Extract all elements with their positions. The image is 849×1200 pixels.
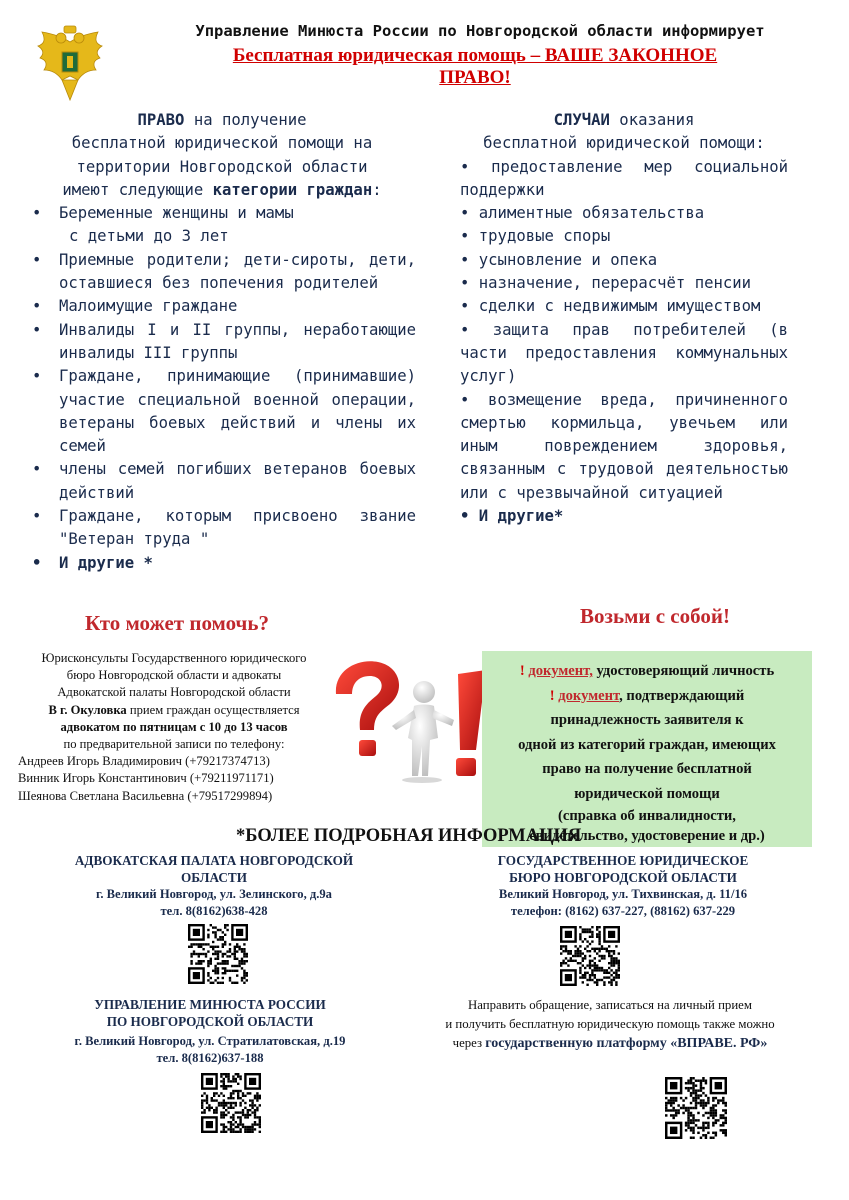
ministry-emblem-icon (34, 24, 106, 104)
list-item: • трудовые споры (460, 227, 611, 246)
org-phone: тел. 8(8162)637-188 (156, 1051, 264, 1065)
list-item-text: с детьми до 3 лет (69, 227, 229, 246)
header-subtitle (215, 45, 735, 89)
contact-item: Шеянова Светлана Васильевна (+79517299894) (18, 788, 273, 803)
rights-intro-categories: категории граждан (212, 180, 373, 199)
who-city-text: прием граждан осуществляется (126, 702, 300, 717)
who-line: Адвокатской палаты Новгородской области (57, 685, 291, 700)
categories-list (28, 202, 416, 575)
who-line: Юрисконсульты Государственного юридического (41, 651, 307, 665)
rights-intro-line3: территории Новгородской области (76, 157, 368, 176)
cases-intro-line2: бесплатной юридической помощи: (483, 134, 765, 153)
cases-intro (460, 109, 788, 156)
who-can-help-title: Кто может помочь? (85, 611, 269, 635)
question-exclamation-graphic (330, 656, 490, 786)
document-line: одной из категорий граждан, имеющих (518, 736, 776, 753)
document-word: документ (558, 687, 620, 704)
cases-intro-text: оказания (609, 111, 695, 129)
qr-code-icon[interactable] (188, 924, 248, 984)
list-item: • Граждане, которым присвоено звание "Ветеран труда " (28, 505, 416, 552)
header-title: Управление Минюста России по Новгородской области информирует (195, 22, 765, 40)
qr-code-icon[interactable] (665, 1075, 727, 1141)
list-item: • назначение, перерасчёт пенсии (460, 274, 752, 293)
who-phone-note: по предварительной записи по телефону: (63, 737, 285, 752)
list-item: • алиментные обязательства (460, 204, 705, 223)
list-item (28, 552, 416, 575)
note-line: через (452, 1036, 486, 1050)
list-item: • члены семей погибших ветеранов боевых действий (28, 458, 416, 505)
list-item: • Приемные родители; дети-сироты, дети, оставшиеся без попечения родителей (28, 249, 416, 296)
list-item: • предоставление мер социальной поддержки (460, 157, 788, 199)
rights-intro-line2: бесплатной юридической помощи на (71, 134, 373, 153)
document-line: свидетельство, удостоверение и др.) (529, 828, 765, 844)
cases-column (460, 109, 788, 528)
rights-column (28, 109, 416, 575)
org-legal-bureau (458, 852, 788, 920)
list-item: • Малоимущие граждане (28, 295, 416, 318)
org-name: ГОСУДАРСТВЕННОЕ ЮРИДИЧЕСКОЕ (497, 853, 749, 868)
list-item: • усыновление и опека (460, 250, 658, 269)
who-can-help-text (18, 650, 330, 805)
org-name: ПО НОВГОРОДСКОЙ ОБЛАСТИ (106, 1014, 314, 1029)
who-line: бюро Новгородской области и адвокаты (66, 668, 282, 683)
document-item (488, 659, 806, 684)
document-line: юридической помощи (574, 785, 720, 802)
documents-box (482, 651, 812, 847)
header-subtitle-line2: ПРАВО! (439, 67, 511, 88)
org-address: г. Великий Новгород, ул. Стратилатовская, д.19 (74, 1034, 346, 1048)
header-subtitle-line1: Бесплатная юридическая помощь – ВАШЕ ЗАКОННОЕ (232, 45, 718, 66)
exclamation-mark: ! (549, 687, 555, 704)
org-name: ОБЛАСТИ (181, 870, 247, 885)
document-line: принадлежность заявителя к (550, 712, 744, 728)
note-line: и получить бесплатную юридическую помощь также можно (445, 1017, 775, 1031)
org-bar-association (44, 852, 384, 920)
note-line: Направить обращение, записаться на личный прием (468, 998, 752, 1012)
rights-intro-bold: ПРАВО (137, 111, 185, 129)
document-line: право на получение бесплатной (542, 761, 752, 777)
document-line: (справка об инвалидности, (558, 808, 736, 824)
contact-item: Винник Игорь Константинович (+79211971171) (18, 771, 274, 786)
qr-code-icon[interactable] (560, 926, 620, 986)
who-city: В г. Окуловка (48, 702, 127, 717)
qr-code-icon[interactable] (201, 1073, 261, 1133)
list-item-text: И другие * (59, 553, 153, 572)
org-address: г. Великий Новгород, ул. Зелинского, д.9а (96, 887, 332, 901)
org-phone: телефон: (8162) 637-227, (88162) 637-229 (510, 904, 736, 918)
rights-intro-text: на получение (184, 111, 307, 129)
document-item (488, 684, 806, 709)
list-item: • возмещение вреда, причиненного смертью кормильца, увечьем или иным повреждением здоровья, связанным с трудовой деятельностью или с чрезвычайной ситуацией (460, 390, 788, 502)
list-item: • сделки с недвижимым имуществом (460, 297, 761, 316)
take-with-you-title: Возьми с собой! (580, 604, 730, 628)
list-item: • И другие* (460, 507, 564, 526)
org-name: БЮРО НОВГОРОДСКОЙ ОБЛАСТИ (509, 870, 737, 885)
contact-item: Андреев Игорь Владимирович (+79217374713) (18, 754, 270, 769)
more-info-heading: *БОЛЕЕ ПОДРОБНАЯ ИНФОРМАЦИЯ (236, 826, 582, 846)
org-name: УПРАВЛЕНИЕ МИНЮСТА РОССИИ (94, 997, 326, 1012)
list-item: • Инвалиды I и II группы, неработающие инвалиды III группы (28, 319, 416, 366)
org-name: АДВОКАТСКАЯ ПАЛАТА НОВГОРОДСКОЙ (74, 853, 354, 868)
platform-note (410, 996, 810, 1053)
list-item: • Граждане, принимающие (принимавшие) участие специальной военной операции, ветераны боевых действий и члены их семей (28, 365, 416, 458)
rights-intro-colon: : (372, 180, 382, 199)
org-ministry (40, 996, 380, 1067)
document-item-text: удостоверяющий личность (592, 663, 775, 679)
platform-name: государственную платформу «ВПРАВЕ. РФ» (485, 1036, 768, 1051)
document-word: документ, (528, 663, 593, 679)
document-item-text: , подтверждающий (619, 687, 745, 704)
who-schedule: адвокатом по пятницам с 10 до 13 часов (60, 719, 288, 734)
cases-intro-bold: СЛУЧАИ (553, 111, 610, 129)
org-address: Великий Новгород, ул. Тихвинская, д. 11/16 (498, 887, 748, 901)
list-item (28, 202, 416, 249)
exclamation-mark: ! (519, 663, 525, 679)
rights-intro-line4: имеют следующие (62, 180, 213, 199)
org-phone: тел. 8(8162)638-428 (160, 904, 268, 918)
rights-intro (28, 109, 416, 202)
list-item-text: Беременные женщины и мамы (59, 204, 294, 223)
list-item: • защита прав потребителей (в части предоставления коммунальных услуг) (460, 320, 788, 386)
